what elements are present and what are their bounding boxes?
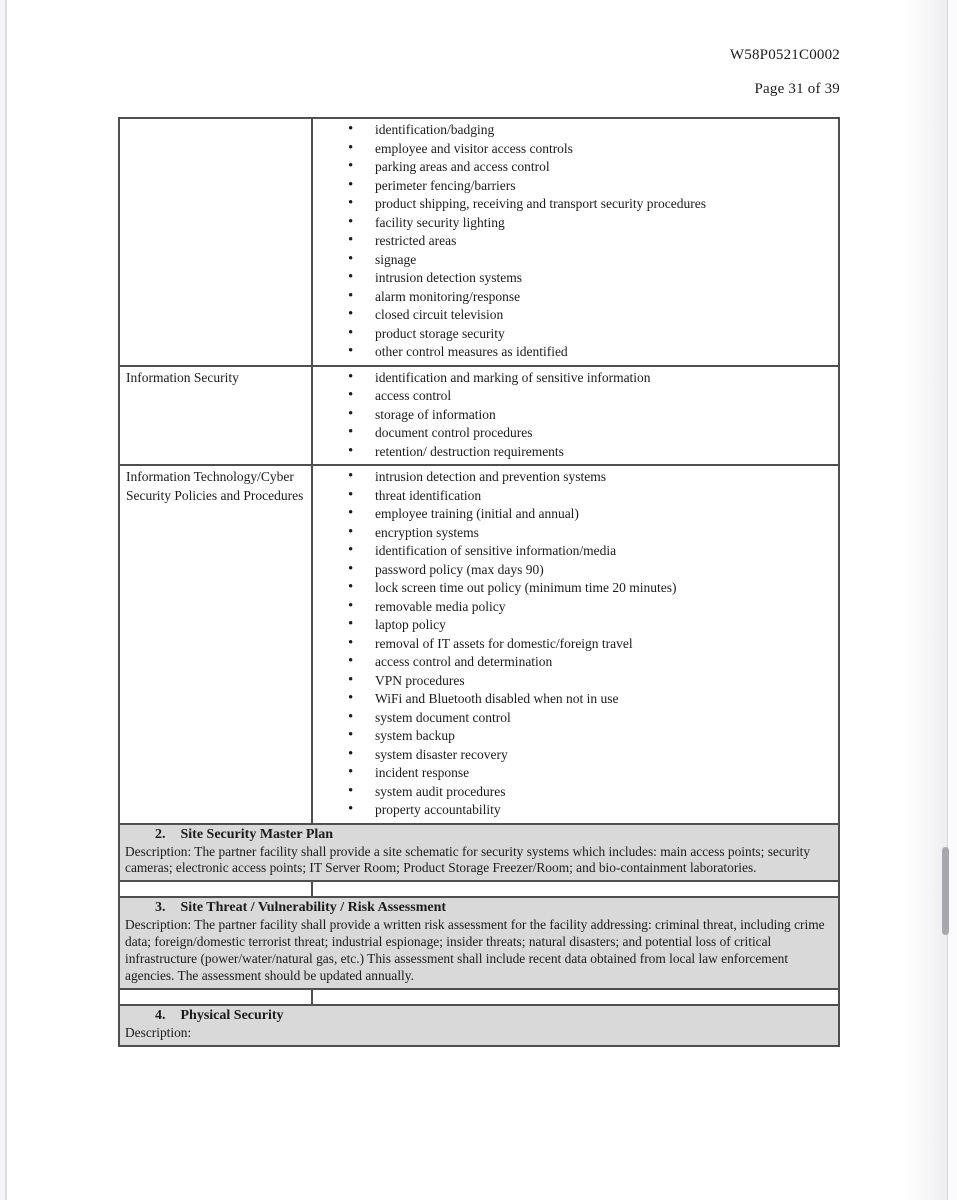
bullet-item: • perimeter fencing/barriers — [313, 177, 834, 196]
bullet-item: • employee and visitor access controls — [313, 140, 834, 159]
section-title: Site Threat / Vulnerability / Risk Assessment — [180, 900, 447, 916]
bullet-item: • laptop policy — [313, 616, 834, 635]
bullet-item: • lock screen time out policy (minimum time 20 minutes) — [313, 579, 834, 598]
section-block — [118, 1004, 840, 1047]
section-description: Description: — [125, 1024, 192, 1040]
scrollbar-thumb[interactable] — [942, 847, 949, 935]
bullet-item: • VPN procedures — [313, 672, 834, 691]
bullet-item: • system audit procedures — [313, 783, 834, 802]
bullet-item: • restricted areas — [313, 232, 834, 251]
page-content — [118, 117, 840, 1047]
right-gutter — [903, 0, 948, 1200]
row-label: Information Technology/Cyber Security Policies and Procedures — [126, 469, 304, 503]
empty-row — [118, 988, 840, 1006]
table-row — [119, 366, 839, 466]
section-heading — [125, 899, 830, 917]
bullet-item: • access control — [313, 387, 834, 406]
bullet-item: • employee training (initial and annual) — [313, 505, 834, 524]
bullet-item: • removal of IT assets for domestic/foreign travel — [313, 635, 834, 654]
row-bullets-cell — [312, 118, 839, 366]
bullet-item: • other control measures as identified — [313, 343, 834, 362]
empty-row-divider — [311, 990, 313, 1004]
bullet-list — [313, 367, 838, 465]
requirements-table-body — [119, 118, 839, 824]
bullet-item: • system disaster recovery — [313, 746, 834, 765]
requirements-table — [118, 117, 840, 825]
bullet-item: • encryption systems — [313, 524, 834, 543]
table-row — [119, 465, 839, 824]
document-number: W58P0521C0002 — [729, 47, 840, 63]
bullet-item: • removable media policy — [313, 598, 834, 617]
bullet-item: • intrusion detection and prevention systems — [313, 468, 834, 487]
section-description: Description: The partner facility shall provide a written risk assessment for the facility addressing: criminal threat, including crime data; foreign/domestic terrorist threat; industrial espionage; insider threats; natural disasters; and potential loss of critical infrastructure (power/water/natural gas, etc.) This assessment shall include recent data obtained from local law enforcement agencies. The assessment should be updated annually. — [125, 917, 825, 984]
right-margin-strip — [948, 0, 957, 1200]
bullet-item: • password policy (max days 90) — [313, 561, 834, 580]
section-block — [118, 896, 840, 990]
row-label-cell — [119, 118, 312, 366]
bullet-item: • incident response — [313, 764, 834, 783]
page-indicator: Page 31 of 39 — [754, 81, 840, 97]
sections-container — [118, 823, 840, 1047]
bullet-item: • parking areas and access control — [313, 158, 834, 177]
section-block — [118, 823, 840, 883]
bullet-item: • closed circuit television — [313, 306, 834, 325]
bullet-item: • intrusion detection systems — [313, 269, 834, 288]
bullet-list — [313, 466, 838, 823]
bullet-item: • property accountability — [313, 801, 834, 820]
row-label-cell — [119, 366, 312, 466]
section-description: Description: The partner facility shall provide a site schematic for security systems which includes: main access points; security cameras; electronic access points; IT Server Room; Product Storage Freezer/Room; and bio-containment laboratories. — [125, 843, 811, 876]
bullet-item: • identification of sensitive information/media — [313, 542, 834, 561]
row-label — [120, 119, 311, 121]
bullet-item: • retention/ destruction requirements — [313, 443, 834, 462]
section-number: 4. — [155, 1007, 166, 1023]
bullet-item: • storage of information — [313, 406, 834, 425]
bullet-item: • product shipping, receiving and transport security procedures — [313, 195, 834, 214]
bullet-item: • identification/badging — [313, 121, 834, 140]
empty-row — [118, 880, 840, 898]
bullet-item: • system document control — [313, 709, 834, 728]
bullet-list — [313, 119, 838, 365]
bullet-item: • product storage security — [313, 325, 834, 344]
empty-row-divider — [311, 882, 313, 896]
bullet-item: • identification and marking of sensitive information — [313, 369, 834, 388]
bullet-item: • WiFi and Bluetooth disabled when not in use — [313, 690, 834, 709]
section-title: Site Security Master Plan — [180, 826, 334, 842]
section-heading — [125, 1007, 830, 1025]
row-bullets-cell — [312, 465, 839, 824]
bullet-item: • access control and determination — [313, 653, 834, 672]
row-bullets-cell — [312, 366, 839, 466]
row-label: Information Security — [126, 369, 239, 385]
section-number: 2. — [155, 826, 166, 842]
row-label-cell — [119, 465, 312, 824]
bullet-item: • system backup — [313, 727, 834, 746]
section-heading — [125, 826, 830, 844]
bullet-item: • facility security lighting — [313, 214, 834, 233]
bullet-item: • alarm monitoring/response — [313, 288, 834, 307]
page-left-edge — [0, 0, 7, 1200]
table-row — [119, 118, 839, 366]
bullet-item: • document control procedures — [313, 424, 834, 443]
section-title: Physical Security — [180, 1007, 284, 1023]
bullet-item: • threat identification — [313, 487, 834, 506]
section-number: 3. — [155, 900, 166, 916]
bullet-item: • signage — [313, 251, 834, 270]
